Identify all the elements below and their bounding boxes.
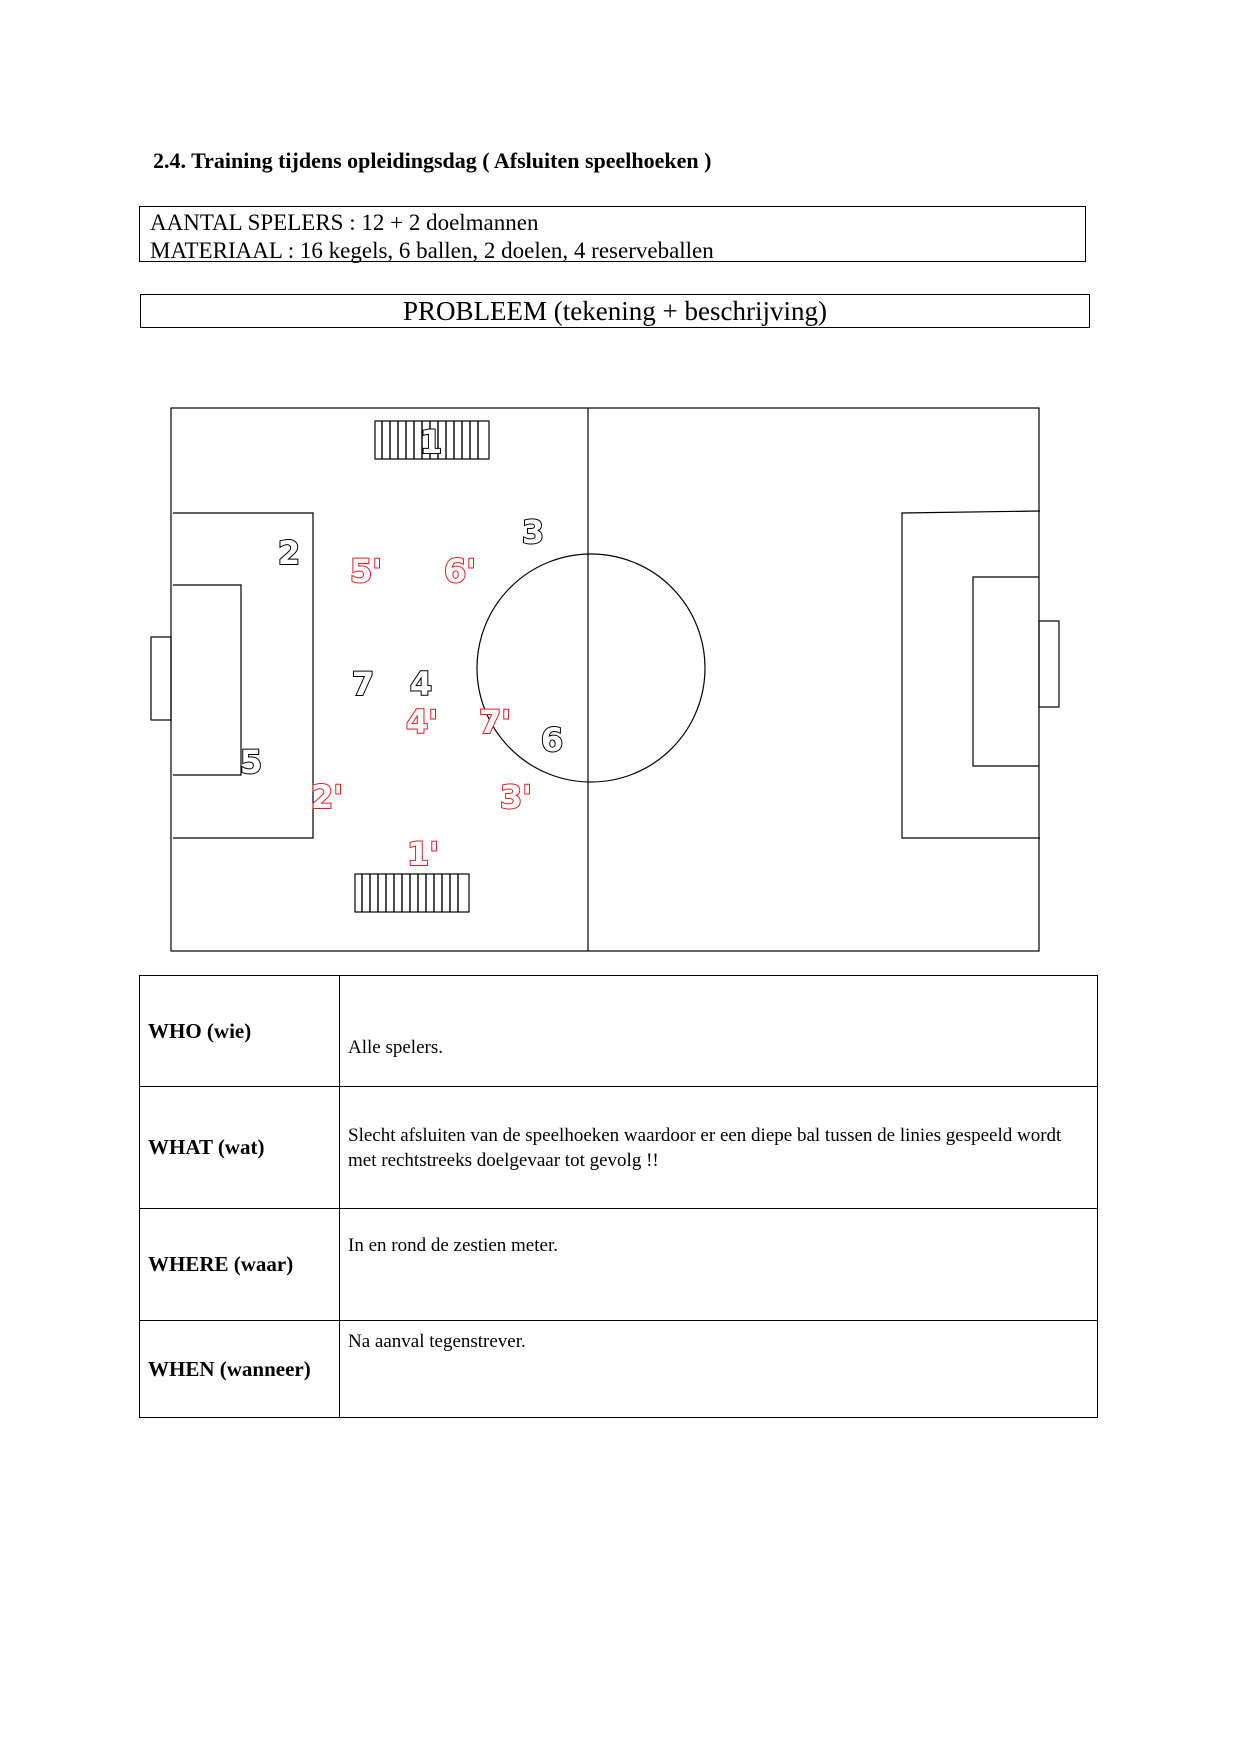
problem-heading: PROBLEEM (tekening + beschrijving): [140, 294, 1090, 328]
player-red-3: 3': [499, 778, 533, 816]
right-penalty-area: [902, 511, 1040, 838]
player-red-7: 7': [478, 703, 512, 741]
right-goal-area: [973, 577, 1039, 766]
player-red-6: 6': [443, 552, 477, 590]
table-row: [140, 1321, 1098, 1418]
player-count: AANTAL SPELERS : 12 + 2 doelmannen: [150, 210, 539, 235]
player-black-1: 1: [419, 423, 443, 461]
player-black-7: 7: [351, 665, 375, 703]
small-goal-bottom: [355, 874, 469, 912]
center-circle: [477, 554, 705, 782]
player-black-4: 4: [409, 665, 433, 703]
right-goal: [1039, 621, 1059, 707]
player-red-2: 2': [310, 778, 344, 816]
analysis-table: [139, 975, 1098, 1418]
left-goal: [151, 637, 171, 720]
where-label: WHERE (waar): [140, 1209, 340, 1321]
player-black-3: 3: [521, 513, 545, 551]
page-title: 2.4. Training tijdens opleidingsdag ( Afsluiten speelhoeken ): [153, 148, 712, 173]
table-row: [140, 1087, 1098, 1209]
where-value: In en rond de zestien meter.: [340, 1209, 1098, 1321]
player-black-6: 6: [540, 721, 564, 759]
player-red-5: 5': [349, 552, 383, 590]
who-label: WHO (wie): [140, 976, 340, 1087]
player-red-1: 1': [406, 835, 440, 873]
table-row: [140, 1209, 1098, 1321]
what-value: Slecht afsluiten van de speelhoeken waardoor er een diepe bal tussen de linies gespeeld wordt met rechtstreeks doelgevaar tot gevolg !!: [340, 1087, 1098, 1209]
player-black-2: 2: [277, 534, 301, 572]
who-value: Alle spelers.: [340, 976, 1098, 1087]
table-row: [140, 976, 1098, 1087]
when-value: Na aanval tegenstrever.: [340, 1321, 1098, 1418]
left-goal-area: [173, 585, 241, 775]
when-label: WHEN (wanneer): [140, 1321, 340, 1418]
what-label: WHAT (wat): [140, 1087, 340, 1209]
material-list: MATERIAAL : 16 kegels, 6 ballen, 2 doelen, 4 reserveballen: [150, 238, 714, 263]
pitch-outline: [171, 408, 1039, 951]
player-red-4: 4': [405, 703, 439, 741]
player-black-5: 5: [239, 743, 263, 781]
